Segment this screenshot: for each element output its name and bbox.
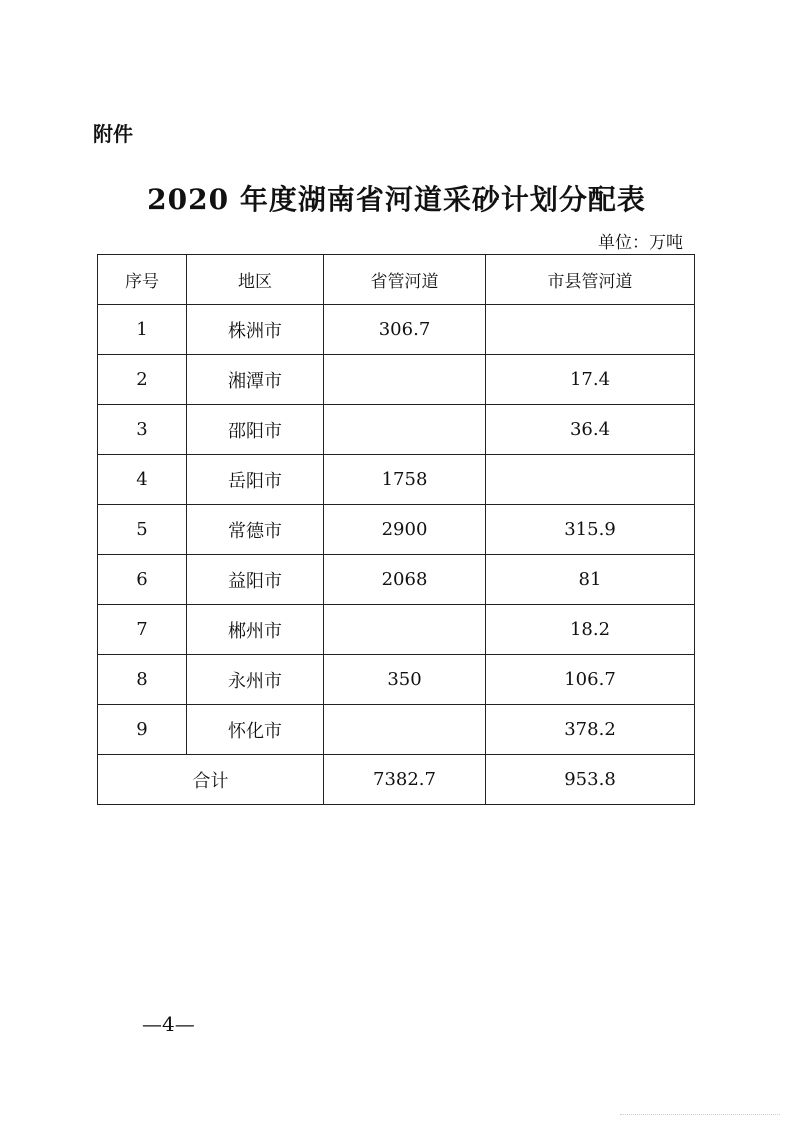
cell-city-county [486, 455, 695, 505]
table-row [98, 655, 695, 705]
table-row [98, 505, 695, 555]
cell-city-county: 378.2 [486, 705, 695, 755]
cell-serial-number: 6 [98, 555, 187, 605]
cell-provincial: 2900 [324, 505, 486, 555]
cell-total-city-county: 953.8 [486, 755, 695, 805]
document-title: 2020 年度湖南省河道采砂计划分配表 [147, 183, 646, 216]
cell-provincial [324, 705, 486, 755]
table-row [98, 455, 695, 505]
cell-serial-number: 3 [98, 405, 187, 455]
cell-provincial: 350 [324, 655, 486, 705]
scan-artifact [620, 1108, 780, 1115]
cell-city-county: 315.9 [486, 505, 695, 555]
cell-provincial: 2068 [324, 555, 486, 605]
header-provincial-rivers: 省管河道 [324, 255, 486, 305]
header-serial-number: 序号 [98, 255, 187, 305]
cell-provincial [324, 355, 486, 405]
cell-region: 株洲市 [187, 305, 324, 355]
header-city-county-rivers: 市县管河道 [486, 255, 695, 305]
cell-total-label: 合计 [98, 755, 324, 805]
cell-region: 郴州市 [187, 605, 324, 655]
table-row [98, 605, 695, 655]
table-row [98, 355, 695, 405]
cell-region: 湘潭市 [187, 355, 324, 405]
cell-serial-number: 9 [98, 705, 187, 755]
attachment-label: 附件 [93, 122, 133, 146]
table-row [98, 405, 695, 455]
cell-city-county: 81 [486, 555, 695, 605]
cell-city-county: 106.7 [486, 655, 695, 705]
cell-serial-number: 1 [98, 305, 187, 355]
cell-city-county: 18.2 [486, 605, 695, 655]
cell-city-county: 36.4 [486, 405, 695, 455]
cell-total-provincial: 7382.7 [324, 755, 486, 805]
table-header-row [98, 255, 695, 305]
cell-serial-number: 4 [98, 455, 187, 505]
table-row [98, 555, 695, 605]
cell-provincial [324, 605, 486, 655]
unit-label: 单位：万吨 [598, 233, 683, 253]
table-total-row [98, 755, 695, 805]
table-row [98, 705, 695, 755]
cell-provincial: 306.7 [324, 305, 486, 355]
cell-city-county [486, 305, 695, 355]
cell-serial-number: 7 [98, 605, 187, 655]
cell-region: 益阳市 [187, 555, 324, 605]
page-number: —4— [142, 1012, 195, 1036]
cell-provincial [324, 405, 486, 455]
cell-city-county: 17.4 [486, 355, 695, 405]
table-row [98, 305, 695, 355]
header-region: 地区 [187, 255, 324, 305]
cell-region: 岳阳市 [187, 455, 324, 505]
cell-region: 怀化市 [187, 705, 324, 755]
cell-serial-number: 2 [98, 355, 187, 405]
cell-serial-number: 5 [98, 505, 187, 555]
allocation-table [97, 254, 695, 805]
cell-serial-number: 8 [98, 655, 187, 705]
cell-region: 常德市 [187, 505, 324, 555]
cell-provincial: 1758 [324, 455, 486, 505]
cell-region: 邵阳市 [187, 405, 324, 455]
cell-region: 永州市 [187, 655, 324, 705]
